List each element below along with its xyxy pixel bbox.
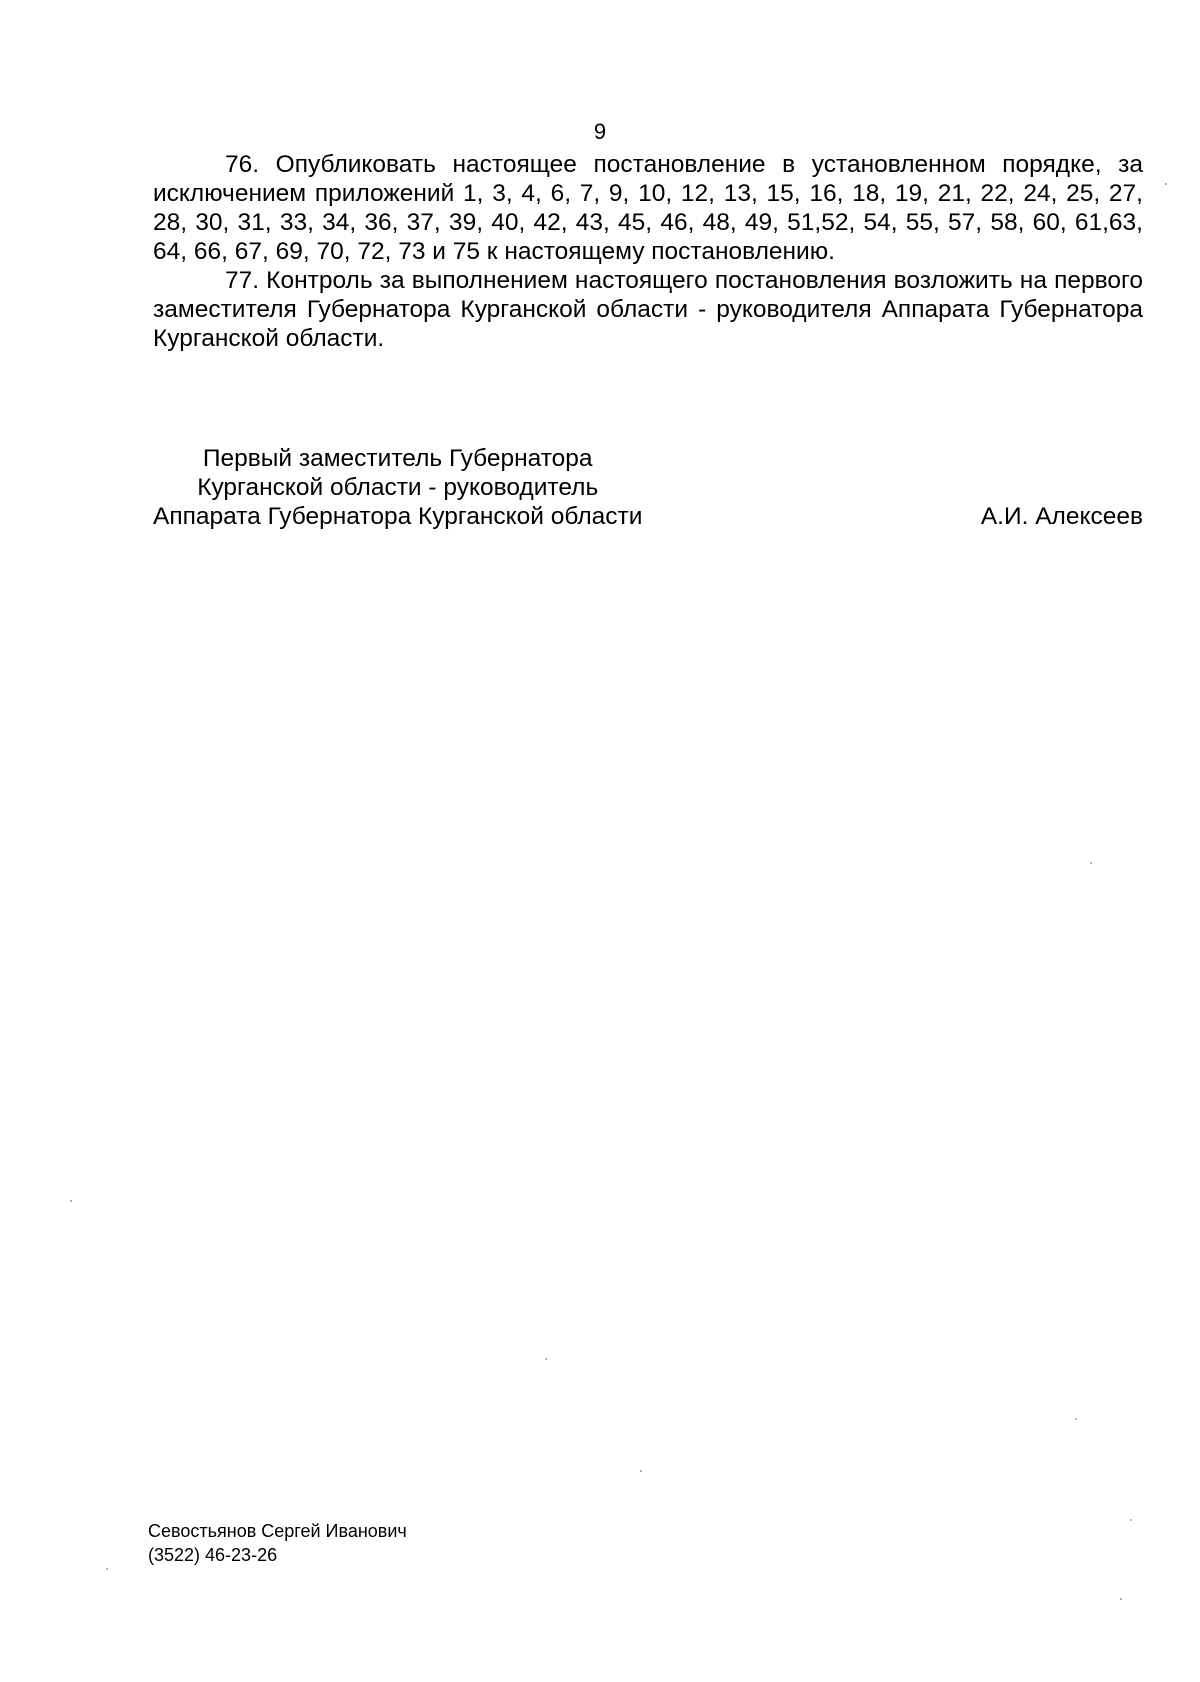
executor-info [148,1519,407,1567]
scan-speck [1165,183,1167,185]
signatory-position-line: Аппарата Губернатора Курганской области [153,503,643,530]
signature-block [153,444,1143,531]
executor-name: Севостьянов Сергей Иванович [148,1521,407,1541]
signatory-position-line: Первый заместитель Губернатора [202,445,593,472]
scan-speck [106,1568,108,1570]
paragraph-77: 77. Контроль за выполнением настоящего постановления возложить на первого заместителя Губернатора Курганской области - руководителя Аппарата Губернатора Курганской области. [153,267,1143,352]
scan-speck [640,1470,642,1472]
signatory-position [153,444,642,531]
page-number: 9 [593,119,607,144]
scan-speck [1075,1418,1077,1420]
scan-speck [545,1358,547,1360]
executor-phone: (3522) 46-23-26 [148,1545,278,1565]
scan-speck [1120,1598,1122,1600]
document-body [153,150,1143,353]
scan-speck [1090,862,1092,864]
scan-speck [70,1200,72,1202]
signatory-position-line: Курганской области - руководитель [197,474,599,501]
signatory-name: А.И. Алексеев [980,503,1143,530]
paragraph-76: 76. Опубликовать настоящее постановление в установленном порядке, за исключением приложений 1, 3, 4, 6, 7, 9, 10, 12, 13, 15, 16, 18, 19, 21, 22, 24, 25, 27, 28, 30, 31, 33, 34, 36, 37, 39, 40, 42, 43, 45, 46, 48, 49, 51,52, 54, 55, 57, 58, 60, 61,63, 64, 66, 67, 69, 70, 72, 73 и 75 к настоящему постановлению. [153,151,1143,265]
scan-speck [1130,1519,1132,1521]
